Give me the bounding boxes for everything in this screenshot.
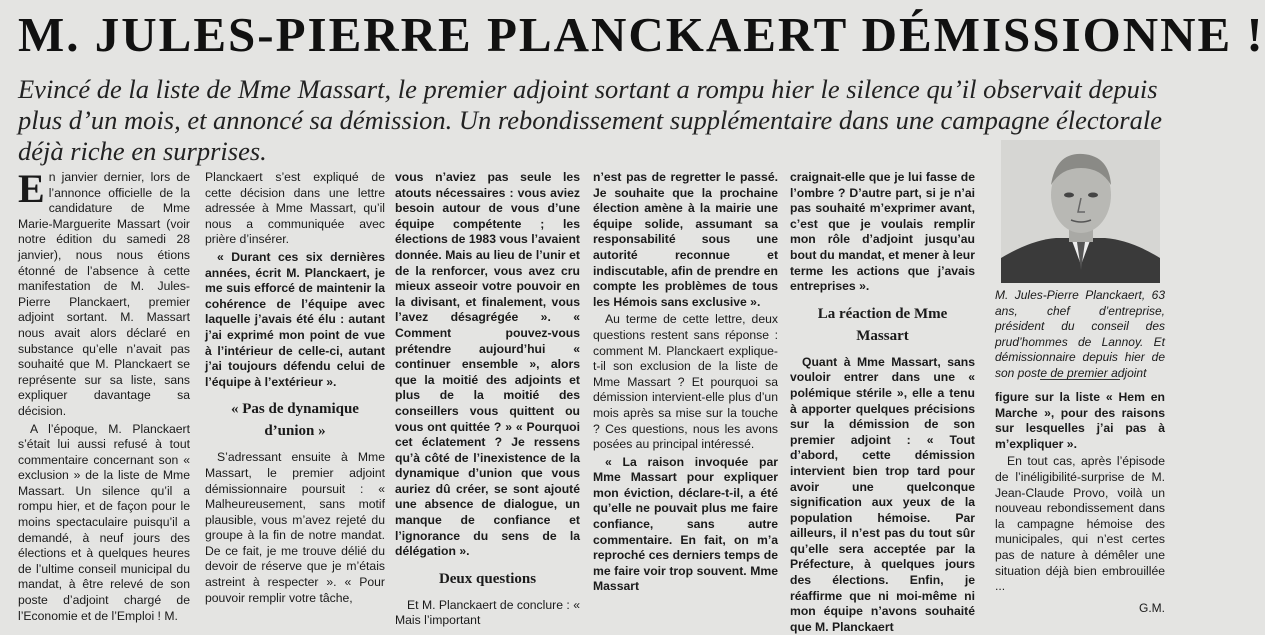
subheading: « Pas de dynamique d’union »: [231, 401, 359, 440]
body-paragraph: A l’époque, M. Planckaert s’était lui aussi refusé à tout commentaire concernant son « exclusion » de la liste de Mme Massart. Un silence qu’il a rompu hier, et de façon pour le moins spectaculaire puisqu’il a demandé, à neuf jours des élections et à quelques heures de l’ultime conseil municipal du mandat, à être relevé de son poste d’adjoint chargé de l’Economie et de l’Emploi ! M.: [18, 421, 190, 623]
portrait-photo: [1001, 140, 1160, 283]
article-column-2: [205, 170, 385, 605]
body-paragraph: En janvier dernier, lors de l’annonce officielle de la candidature de Mme Marie-Marguerite Massart (voir notre édition du samedi 28 janvier), nous nous étions étonné de l’absence à cette manifestation de M. Jules-Pierre Planckaert, premier adjoint sortant. M. Massart nous avait alors déclaré en substance qu’elle n’avait pas souhaité que M. Planckaert se représente sur sa liste, sans expliquer davantage sa décision.: [18, 166, 190, 418]
subheading: Deux questions: [438, 570, 537, 587]
article-column-3: [395, 170, 580, 628]
body-paragraph: Et M. Planckaert de conclure : « Mais l’important: [395, 597, 580, 628]
subheading: La réaction de Mme Massart: [817, 305, 948, 344]
body-paragraph: « La raison invoquée par Mme Massart pour expliquer mon éviction, déclare-t-il, a été qu’elle ne pouvait plus me faire confiance, sans autre commentaire. En fait, on m’a reproché ces derniers temps de me faire voir trop souvent. Mme Massart: [593, 454, 778, 594]
body-paragraph: En tout cas, après l’épisode de l’inéligibilité-surprise de M. Jean-Claude Provo, voilà un nouveau rebondissement dans la campagne hémoise des municipales, qui n’est certes pas de nature à démêler une situation déjà bien embrouillée ...: [995, 454, 1165, 594]
headline: M. JULES-PIERRE PLANCKAERT DÉMISSIONNE !: [18, 7, 1265, 62]
portrait-illustration: [1001, 140, 1160, 283]
body-paragraph: « Durant ces six dernières années, écrit M. Planckaert, je me suis efforcé de maintenir la cohérence de l’équipe avec laquelle j’avais été élu : autant j’ai exprimé mon point de vue à l’intérieur de celle-ci, autant j’ai toujours défendu celui de l’équipe à l’extérieur ».: [205, 249, 385, 389]
article-column-1: [18, 166, 190, 623]
body-paragraph: figure sur la liste « Hem en Marche », pour des raisons sur lesquelles j’ai pas à m’expliquer ».: [995, 390, 1165, 451]
body-paragraph: S’adressant ensuite à Mme Massart, le premier adjoint démissionnaire poursuit : « Malheureusement, sans motif plausible, vous m’avez rejeté du groupe à la fin de notre mandat. De ce fait, je me trouve délié du devoir de réserve que je m’étais astreint à respecter ». « Pour pouvoir remplir votre tâche,: [205, 450, 385, 605]
author-signature: G.M.: [1139, 600, 1165, 615]
article-column-4: [593, 170, 778, 594]
article-column-6: [995, 390, 1165, 615]
body-paragraph: Quant à Mme Massart, sans vouloir entrer dans une « polémique stérile », elle a tenu à apporter quelques précisions sur la démission de son premier adjoint : « Tout d’abord, cette démission intervient bien trop tard pour avoir une quelconque signification aux yeux de la population hémoise. Par ailleurs, il n’est pas du tout sûr qu’elle sera acceptée par la Préfecture, à quelques jours des élections. Enfin, je réaffirme que ni moi-même ni mon équipe n’avons souhaité que M. Planckaert: [790, 354, 975, 634]
body-paragraph: craignait-elle que je lui fasse de l’ombre ? D’autre part, si je n’ai pas souhaité m’exprimer avant, c’est que je voulais remplir mon rôle d’adjoint jusqu’au bout du mandat, et mener à leur terme les actions que j’avais entreprises ».: [790, 170, 975, 294]
lead-paragraph: Evincé de la liste de Mme Massart, le premier adjoint sortant a rompu hier le silence qu’il observait depuis plus d’un mois, et annoncé sa démission. Un rebondissement supplémentaire dans une campagne électorale déjà riche en surprises.: [18, 74, 1162, 166]
body-paragraph: Au terme de cette lettre, deux questions restent sans réponse : comment M. Planckaert explique-t-il son exclusion de la liste de Mme Massart ? Et pourquoi sa démission intervient-elle plus d’un mois après sa mise sur la touche ? Ces questions, nous les avons posées au principal intéressé.: [593, 312, 778, 452]
divider: [1040, 379, 1120, 380]
photo-caption: M. Jules-Pierre Planckaert, 63 ans, chef d’entreprise, président du conseil des prud’hommes de Lannoy. Et démissionnaire depuis hier de son poste de premier adjoint: [995, 288, 1165, 380]
body-paragraph: n’est pas de regretter le passé. Je souhaite que la prochaine élection amène à la mairie une équipe solide, assumant sa responsabilité sous une autorité reconnue et indiscutable, afin de prendre en compte les problèmes de tous les Hémois sans exclusive ».: [593, 170, 778, 309]
body-paragraph: vous n’aviez pas seule les atouts nécessaires : vous aviez besoin autour de vous d’une équipe compétente ; les élections de 1983 vous l’avaient donnée. Mais au lieu de l’unir et de la renforcer, vous avez cru mieux asseoir votre pouvoir en la divisant, et finalement, vous l’avez désagrégée ». « Comment pouvez-vous prétendre aujourd’hui « continuer ensemble », alors que la moitié des adjoints et plus de la moitié des conseillers vous quittent ou vous ont quittée ? » « Pourquoi cet éclatement ? Je ressens qu’à côté de l’inexistence de la dynamique d’union que vous auriez dû créer, se sont ajouté une absence de dialogue, un manque de confiance et l’ignorance du sens de la délégation ».: [395, 170, 580, 559]
drop-cap: E: [18, 166, 45, 211]
body-paragraph: Planckaert s’est expliqué de cette décision dans une lettre adressée à Mme Massart, qu’il nous a communiquée avec prière d’insérer.: [205, 170, 385, 247]
article-column-5: [790, 170, 975, 634]
